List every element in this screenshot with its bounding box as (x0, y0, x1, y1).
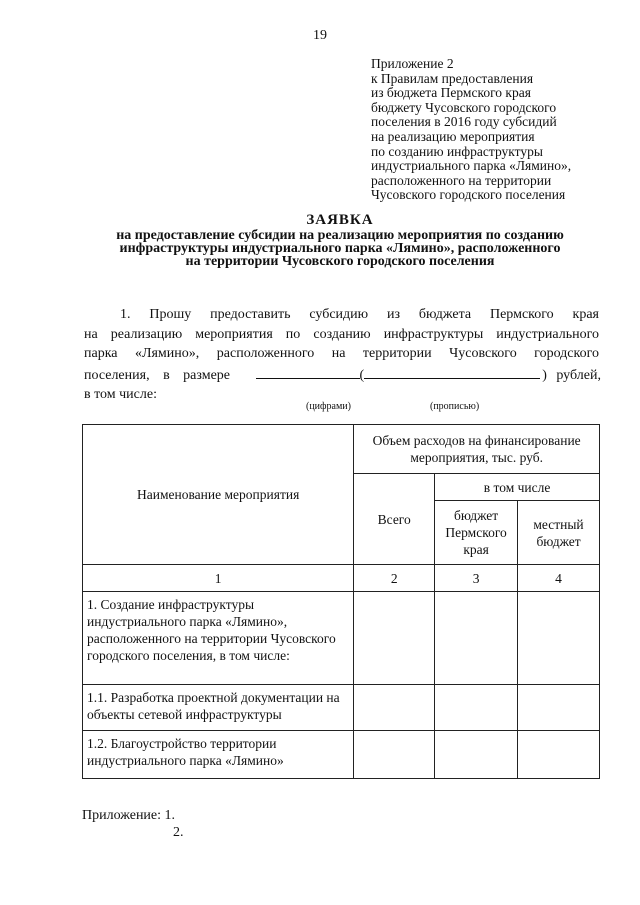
header-total: Всего (354, 474, 435, 565)
hint-digits: (цифрами) (306, 401, 351, 412)
amount-unit: ) рублей, (542, 367, 601, 383)
row-name: 1.2. Благоустройство территории индустриального парка «Лямино» (83, 731, 354, 779)
appendix-line: расположенного на территории (371, 172, 552, 188)
appendix-line: по созданию инфраструктуры (371, 143, 543, 159)
cell-total[interactable] (354, 685, 435, 731)
document-title (40, 214, 640, 268)
amount-label: поселения, в размере (84, 367, 231, 383)
paren-open: ( (359, 367, 365, 383)
row-name: 1.1. Разработка проектной документации на объекты сетевой инфраструктуры (83, 685, 354, 731)
title-main: ЗАЯВКА (306, 212, 374, 228)
title-line: на территории Чусовского городского поселения (185, 254, 495, 269)
appendix-note (371, 57, 611, 203)
table-row (83, 731, 600, 779)
column-number: 3 (435, 565, 518, 592)
expenses-table (82, 424, 600, 779)
table-row (83, 592, 600, 685)
cell-local[interactable] (518, 685, 600, 731)
appendix-line: Приложение 2 (371, 56, 454, 71)
column-number: 1 (83, 565, 354, 592)
header-regional-budget: бюджет Пермского края (435, 501, 518, 565)
column-number: 4 (518, 565, 600, 592)
page-number: 19 (313, 28, 327, 43)
header-volume: Объем расходов на финансирование мероприятия, тыс. руб. (354, 425, 600, 474)
appendix-line: бюджету Чусовского городского (371, 99, 557, 115)
cell-total[interactable] (354, 731, 435, 779)
cell-total[interactable] (354, 592, 435, 685)
cell-regional[interactable] (435, 592, 518, 685)
amount-line (84, 364, 599, 386)
appendix-line: индустриального парка «Лямино», (371, 158, 572, 174)
appendix-line: на реализацию мероприятия (371, 128, 535, 144)
cell-regional[interactable] (435, 685, 518, 731)
appendix-line: из бюджета Пермского края (371, 85, 531, 101)
appendix-line: к Правилам предоставления (371, 70, 534, 86)
header-name: Наименование мероприятия (83, 425, 354, 565)
header-including: в том числе (435, 474, 600, 501)
cell-local[interactable] (518, 592, 600, 685)
column-number: 2 (354, 565, 435, 592)
paragraph-line: 1. Прошу предоставить субсидию из бюджета Пермского края (120, 307, 599, 322)
request-paragraph (84, 305, 599, 405)
amount-digits-field[interactable] (256, 364, 360, 379)
appendix-line: поселения в 2016 году субсидий (371, 114, 557, 130)
row-name: 1. Создание инфраструктуры индустриального парка «Лямино», расположенного на территории Чусовского городского поселения, в том числе: (83, 592, 354, 685)
title-line: на предоставление субсидии на реализацию мероприятия по созданию (116, 228, 564, 243)
paragraph-line: в том числе: (84, 387, 157, 403)
hint-words: (прописью) (430, 401, 480, 412)
cell-local[interactable] (518, 731, 600, 779)
title-line: инфраструктуры индустриального парка «Лямино», расположенного (119, 241, 561, 256)
paragraph-line: на реализацию мероприятия по созданию инфраструктуры индустриального (84, 326, 599, 342)
appendix-line: Чусовского городского поселения (371, 187, 566, 203)
cell-regional[interactable] (435, 731, 518, 779)
attachments-label: Приложение: 1. (82, 808, 176, 823)
attachment-item-2: 2. (173, 825, 184, 840)
header-local-budget: местный бюджет (518, 501, 600, 565)
paragraph-line: парка «Лямино», расположенного на территории Чусовского городского (84, 346, 599, 362)
table-row (83, 685, 600, 731)
amount-words-field[interactable] (364, 364, 540, 379)
